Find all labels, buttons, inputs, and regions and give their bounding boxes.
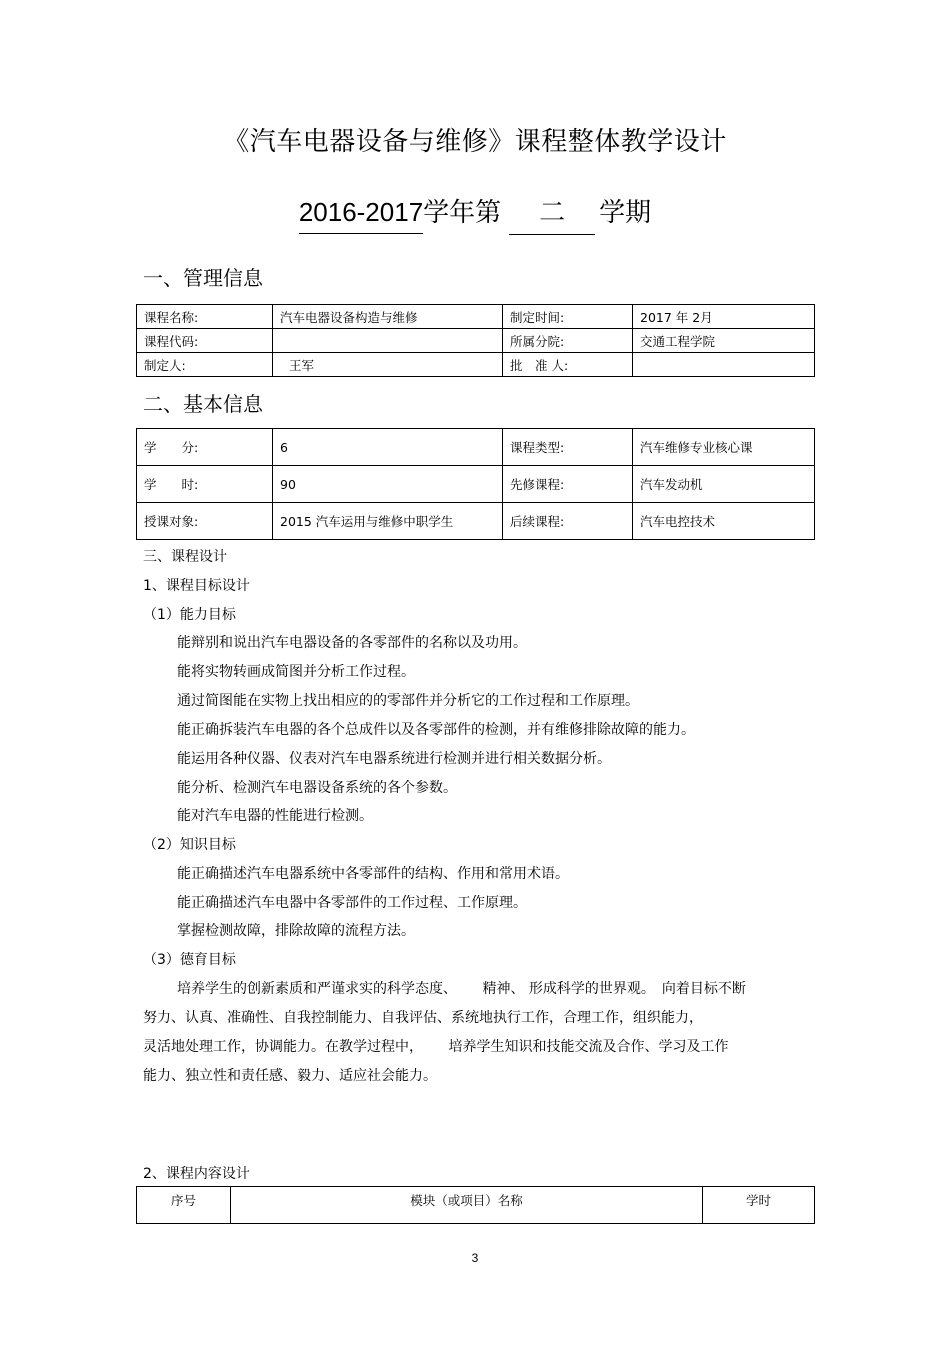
section-heading-management: 一、管理信息 — [143, 266, 263, 290]
table-cell: 汽车维修专业核心课 — [633, 429, 815, 466]
paragraph-line: 努力、认真、准确性、自我控制能力、自我评估、系统地执行工作，合理工作，组织能力， — [143, 1010, 703, 1026]
list-item: 通过简图能在实物上找出相应的的零部件并分析它的工作过程和工作原理。 — [177, 693, 639, 709]
paragraph-line: 灵活地处理工作，协调能力。在教学过程中， 培养学生知识和技能交流及合作、学习及工作 — [143, 1039, 729, 1055]
table-row — [137, 353, 815, 377]
list-item: 能正确拆装汽车电器的各个总成件以及各零部件的检测，并有维修排除故障的能力。 — [177, 722, 695, 738]
table-cell: 学 时: — [137, 466, 273, 503]
list-item: 能将实物转画成简图并分析工作过程。 — [177, 664, 415, 680]
moral-goals-label: （3）德育目标 — [143, 952, 236, 968]
paragraph-line: 能力、独立性和责任感、毅力、适应社会能力。 — [143, 1068, 437, 1084]
table-cell: 汽车发动机 — [633, 466, 815, 503]
page-number: 3 — [471, 1251, 479, 1265]
list-item: 能正确描述汽车电器系统中各零部件的结构、作用和常用术语。 — [177, 866, 569, 882]
document-title: 《汽车电器设备与维修》课程整体教学设计 — [223, 127, 727, 157]
list-item: 能运用各种仪器、仪表对汽车电器系统进行检测并进行相关数据分析。 — [177, 751, 611, 767]
table-cell: 王军 — [273, 353, 503, 377]
table-cell: 批 准 人: — [503, 353, 633, 377]
term-number: 二 — [509, 193, 595, 235]
list-item: 掌握检测故障，排除故障的流程方法。 — [177, 923, 415, 939]
table-cell: 2015 汽车运用与维修中职学生 — [273, 503, 503, 540]
table-cell: 授课对象: — [137, 503, 273, 540]
table-header-row — [137, 1187, 815, 1224]
column-header: 序号 — [137, 1187, 231, 1224]
table-row — [137, 329, 815, 353]
table-cell: 6 — [273, 429, 503, 466]
term-end-text: 学期 — [599, 198, 652, 228]
knowledge-goals-label: （2）知识目标 — [143, 837, 236, 853]
term-year: 2016-2017 — [299, 192, 423, 234]
basic-info-table — [136, 428, 815, 540]
course-content-table — [136, 1186, 815, 1224]
list-item: 能正确描述汽车电器中各零部件的工作过程、工作原理。 — [177, 895, 527, 911]
table-row — [137, 305, 815, 329]
subheading-course-objectives: 1、课程目标设计 — [143, 578, 250, 594]
table-cell: 学 分: — [137, 429, 273, 466]
table-row — [137, 503, 815, 540]
table-row — [137, 429, 815, 466]
table-cell: 交通工程学院 — [633, 329, 815, 353]
table-cell: 汽车电器设备构造与维修 — [273, 305, 503, 329]
table-cell: 先修课程: — [503, 466, 633, 503]
table-cell: 汽车电控技术 — [633, 503, 815, 540]
section-heading-course-design: 三、课程设计 — [143, 549, 227, 565]
table-cell — [633, 353, 815, 377]
table-cell: 90 — [273, 466, 503, 503]
table-cell: 2017 年 2月 — [633, 305, 815, 329]
section-heading-basic: 二、基本信息 — [143, 392, 263, 416]
table-cell: 后续课程: — [503, 503, 633, 540]
table-cell: 课程代码: — [137, 329, 273, 353]
subheading-course-content: 2、课程内容设计 — [143, 1166, 250, 1182]
table-cell: 制定人: — [137, 353, 273, 377]
list-item: 能分析、检测汽车电器设备系统的各个参数。 — [177, 780, 457, 796]
table-cell: 所属分院: — [503, 329, 633, 353]
column-header: 模块（或项目）名称 — [231, 1187, 703, 1224]
management-info-table — [136, 304, 815, 377]
table-row — [137, 466, 815, 503]
list-item: 能辩别和说出汽车电器设备的各零部件的名称以及功用。 — [177, 635, 527, 651]
table-cell: 课程类型: — [503, 429, 633, 466]
term-line — [0, 192, 950, 235]
ability-goals-label: （1）能力目标 — [143, 607, 236, 623]
table-cell — [273, 329, 503, 353]
column-header: 学时 — [703, 1187, 815, 1224]
table-cell: 课程名称: — [137, 305, 273, 329]
paragraph-line: 培养学生的创新素质和严谨求实的科学态度、 精神、 形成科学的世界观。 向着目标不断 — [177, 981, 746, 997]
table-cell: 制定时间: — [503, 305, 633, 329]
list-item: 能对汽车电器的性能进行检测。 — [177, 808, 373, 824]
term-mid-text: 学年第 — [423, 198, 502, 228]
